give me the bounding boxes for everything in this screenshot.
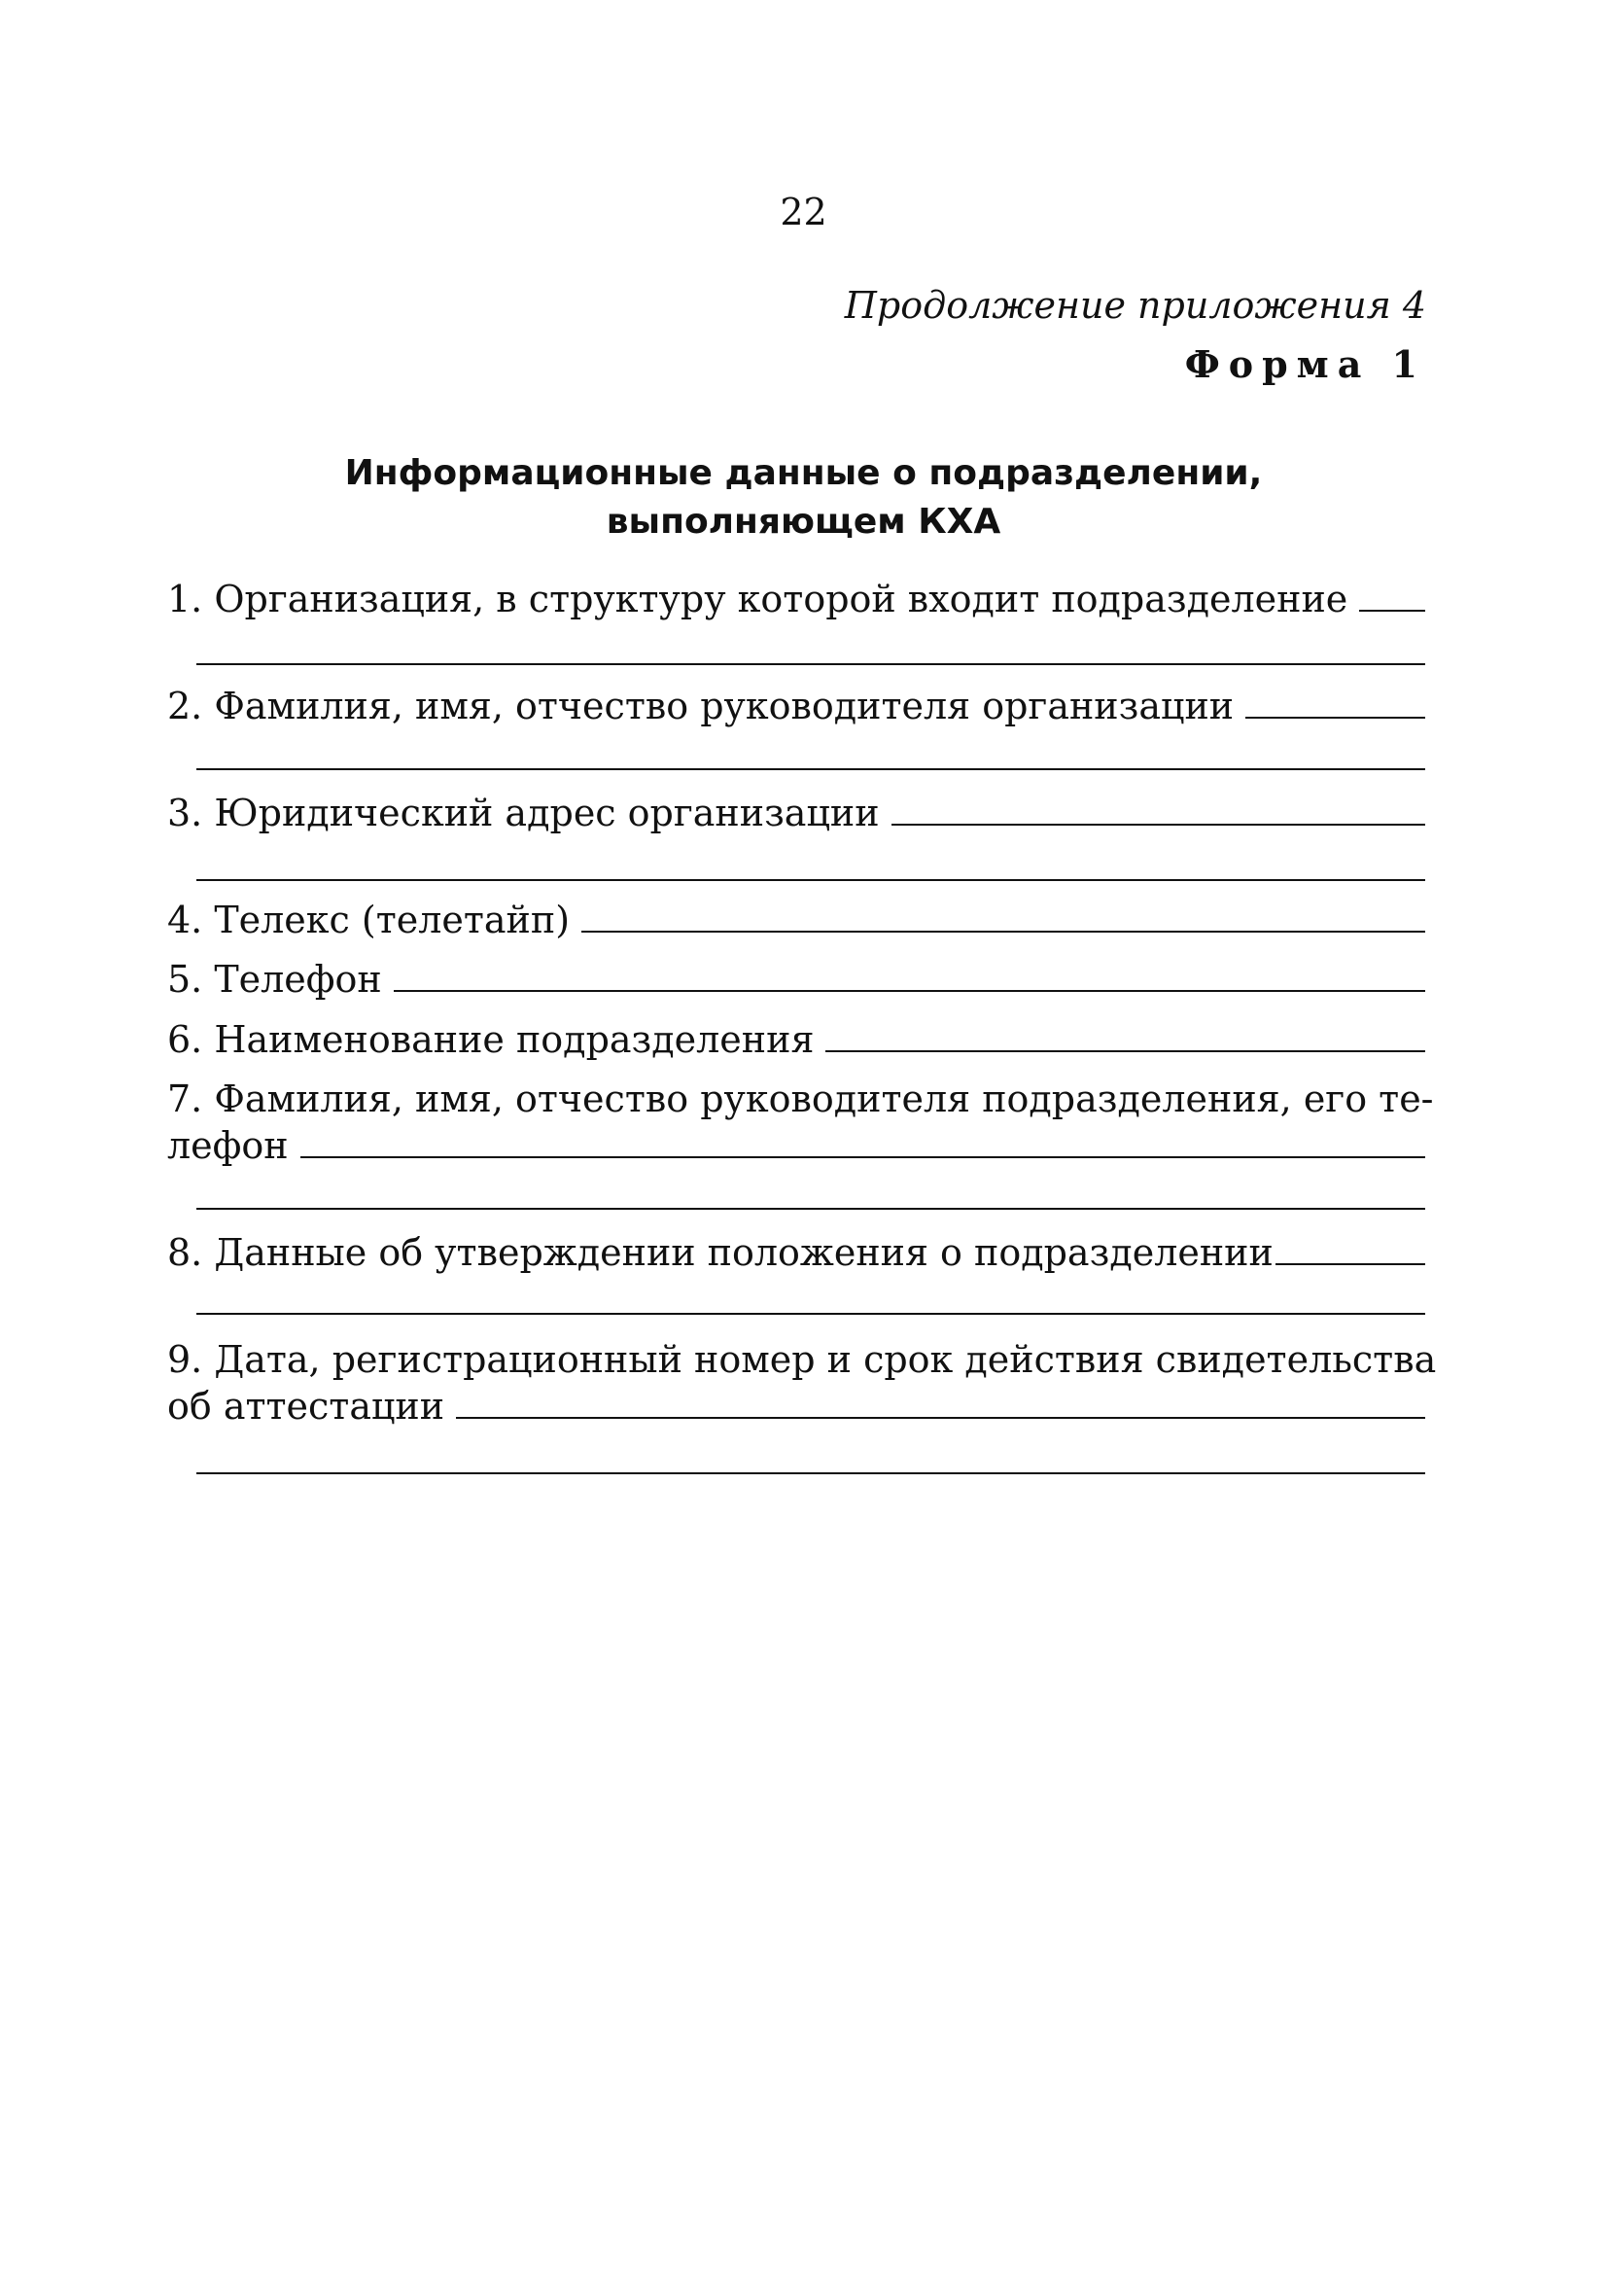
- form-item-label: 4. Телекс (телетайп): [167, 899, 571, 941]
- fill-in-blank[interactable]: [891, 795, 1425, 826]
- form-item-regulation-approval: [167, 1229, 1425, 1276]
- form-item-label: 5. Телефон: [167, 958, 382, 1001]
- fill-in-blank[interactable]: [581, 901, 1425, 933]
- form-item-org-head-name: [167, 683, 1425, 729]
- form-item-unit-name: [167, 1016, 1425, 1063]
- fill-in-blank[interactable]: [300, 1127, 1425, 1158]
- form-item-label: 1. Организация, в структуру которой входит подразделение: [167, 578, 1348, 620]
- form-item-label: 9. Дата, регистрационный номер и срок действия свидетельства: [167, 1338, 1437, 1381]
- fill-in-line[interactable]: [196, 663, 1425, 665]
- fill-in-line[interactable]: [196, 768, 1425, 770]
- fill-in-line[interactable]: [196, 879, 1425, 881]
- fill-in-line[interactable]: [196, 1313, 1425, 1315]
- form-item-phone: [167, 956, 1425, 1003]
- form-item-label: 3. Юридический адрес организации: [167, 792, 880, 834]
- document-title: [0, 449, 1607, 547]
- fill-in-blank[interactable]: [1245, 688, 1425, 719]
- fill-in-blank[interactable]: [1275, 1234, 1425, 1265]
- form-item-label: 8. Данные об утверждении положения о подразделении: [167, 1231, 1274, 1274]
- form-item-legal-address: [167, 790, 1425, 836]
- form-item-organization: [167, 576, 1425, 622]
- title-line-1: Информационные данные о подразделении,: [344, 453, 1263, 493]
- form-item-label: 2. Фамилия, имя, отчество руководителя организации: [167, 685, 1235, 727]
- form-item-certificate: [167, 1336, 1437, 1430]
- form-item-label-continued: лефон: [167, 1124, 289, 1167]
- form-item-label: 6. Наименование подразделения: [167, 1018, 815, 1061]
- form-item-telex: [167, 897, 1425, 943]
- page-number: 22: [780, 191, 827, 233]
- form-item-label: 7. Фамилия, имя, отчество руководителя подразделения, его те-: [167, 1077, 1434, 1120]
- fill-in-blank[interactable]: [456, 1388, 1425, 1419]
- fill-in-line[interactable]: [196, 1472, 1425, 1474]
- form-item-unit-head: [167, 1076, 1434, 1169]
- appendix-note: Продолжение приложения 4: [844, 284, 1426, 327]
- fill-in-blank[interactable]: [394, 961, 1425, 992]
- fill-in-line[interactable]: [196, 1208, 1425, 1210]
- form-item-label-continued: об аттестации: [167, 1385, 445, 1428]
- fill-in-blank[interactable]: [825, 1021, 1425, 1052]
- fill-in-blank[interactable]: [1359, 581, 1425, 612]
- title-line-2: выполняющем КХА: [606, 502, 1001, 542]
- form-label: Форма 1: [1184, 342, 1426, 386]
